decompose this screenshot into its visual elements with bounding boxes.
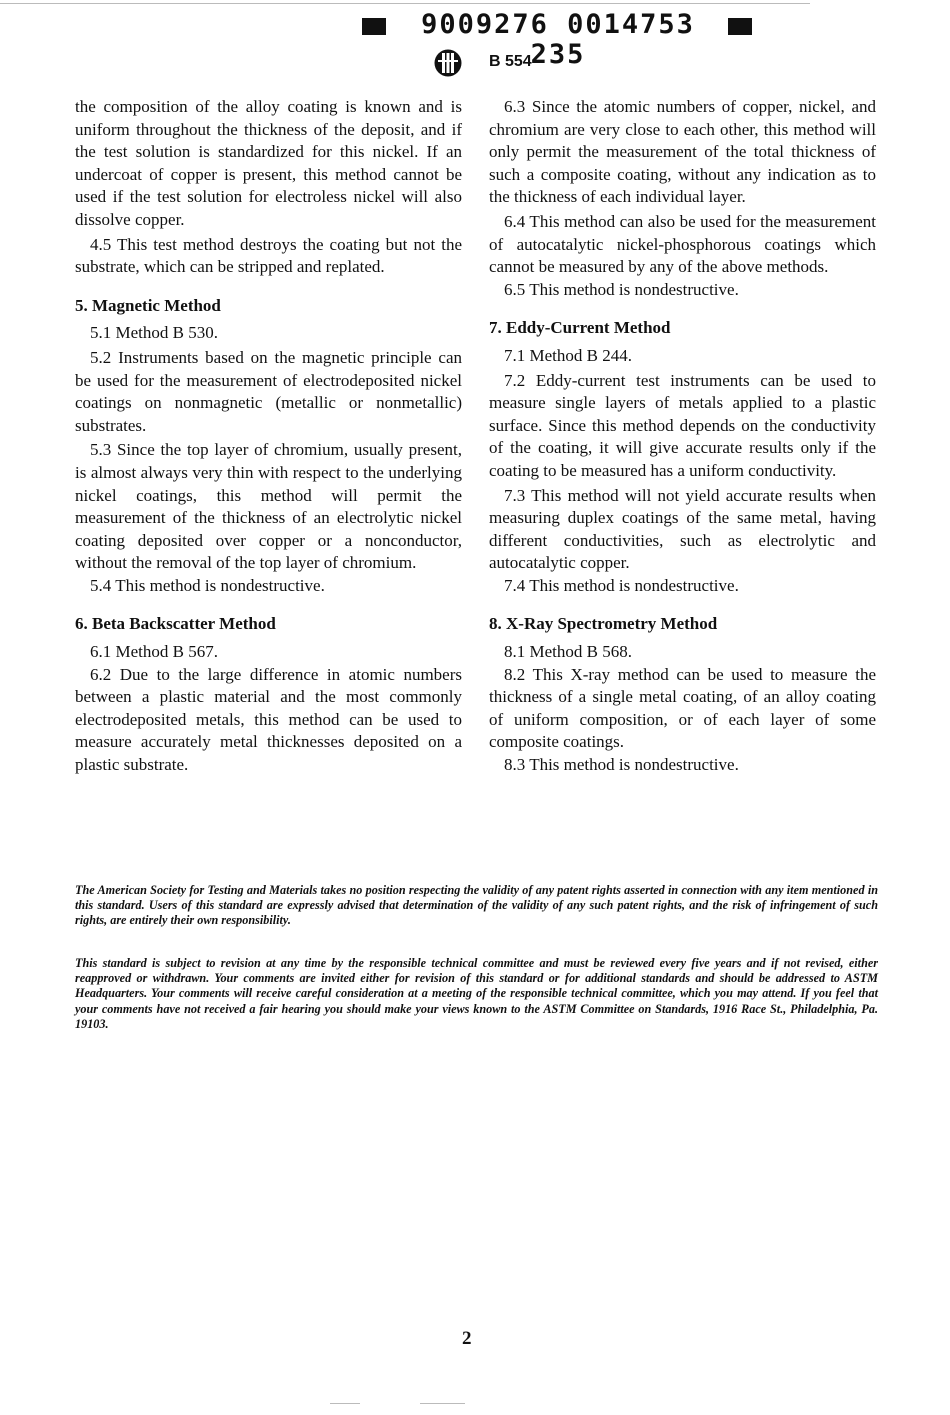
- top-rule: [0, 3, 810, 4]
- paragraph-7-1: 7.1 Method B 244.: [504, 345, 632, 365]
- paragraph-7-3: 7.3 This method will not yield accurate results when measuring duplex coatings of the same metal, having different conductivities, such as electrolytic and autocatalytic copper.: [489, 485, 876, 573]
- paragraph-4-5: 4.5 This test method destroys the coating but not the substrate, which can be stripped and replated.: [75, 234, 462, 277]
- section-6-heading: 6. Beta Backscatter Method: [75, 614, 276, 634]
- paragraph-8-3: 8.3 This method is nondestructive.: [504, 755, 739, 775]
- paragraph-7-2: 7.2 Eddy-current test instruments can be used to measure single layers of metals applied to a plastic surface. Since this method depends on the conductivity of the coating, it will give accurate results only if the coating to be measured has a uniform conductivity.: [489, 370, 876, 480]
- paragraph-5-3: 5.3 Since the top layer of chromium, usually present, is almost always very thin with respect to the underlying nickel coatings, this method will permit the measurement of the thickness of an electrolytic nickel coating deposited over copper or a nonconductor, without the removal of the top layer of chromium.: [75, 440, 462, 573]
- section-7-heading: 7. Eddy-Current Method: [489, 318, 671, 338]
- barcode-left-block: [362, 18, 386, 35]
- section-5-heading: 5. Magnetic Method: [75, 295, 221, 315]
- paragraph-8-1: 8.1 Method B 568.: [504, 642, 632, 662]
- paragraph-5-1: 5.1 Method B 530.: [90, 323, 218, 343]
- patent-notice: The American Society for Testing and Materials takes no position respecting the validity of any patent rights asserted in connection with any item mentioned in this standard. Users of this standard are expressly advised that determination of the validity of any such patent rights, and the risk of infringement of such rights, are entirely their own responsibility.: [75, 883, 878, 928]
- document-designation: B 554: [489, 53, 532, 70]
- paragraph-8-2: 8.2 This X-ray method can be used to measure the thickness of a single metal coating, of an alloy coating of uniform composition, or of each layer of some composite coatings.: [489, 664, 876, 752]
- revision-notice: This standard is subject to revision at any time by the responsible technical committee and must be reviewed every five years and if not revised, either reapproved or withdrawn. Your comments are invited either for revision of this standard or for additional standards and should be addressed to ASTM Headquarters. Your comments will receive careful consideration at a meeting of the responsible technical committee, which you may attend. If you feel that your comments have not received a fair hearing you should make your views known to the ASTM Committee on Standards, 1916 Race St., Philadelphia, Pa. 19103.: [75, 956, 878, 1031]
- barcode-number: 9009276 0014753 235: [421, 9, 695, 70]
- paragraph-6-4: 6.4 This method can also be used for the measurement of autocatalytic nickel-phosphorous coatings which cannot be measured by any of the above methods.: [489, 211, 876, 277]
- paragraph-7-4: 7.4 This method is nondestructive.: [504, 575, 739, 595]
- paragraph-5-2: 5.2 Instruments based on the magnetic principle can be used for the measurement of electrodeposited nickel coatings on nonmagnetic (metallic or nonmetallic) substrates.: [75, 347, 462, 435]
- paragraph-5-4: 5.4 This method is nondestructive.: [90, 575, 325, 595]
- left-column: [75, 96, 462, 777]
- astm-logo-icon: [433, 48, 463, 78]
- right-column: [489, 96, 876, 777]
- scan-artifact: [330, 1403, 360, 1404]
- paragraph-6-2: 6.2 Due to the large difference in atomic numbers between a plastic material and the most commonly electrodeposited metals, this method can be used to measure accurately metal thicknesses deposited on a plastic substrate.: [75, 664, 462, 775]
- barcode-right-block: [728, 18, 752, 35]
- page-number: 2: [462, 1328, 472, 1349]
- section-8-heading: 8. X-Ray Spectrometry Method: [489, 614, 718, 634]
- paragraph-6-1: 6.1 Method B 567.: [90, 642, 218, 662]
- scan-artifact: [420, 1403, 465, 1404]
- paragraph-6-5: 6.5 This method is nondestructive.: [504, 279, 739, 299]
- paragraph-6-3: 6.3 Since the atomic numbers of copper, nickel, and chromium are very close to each other, this method will only permit the measurement of the total thickness of such a composite coating, without any indication as to the thickness of each individual layer.: [489, 97, 876, 207]
- paragraph-continuation: the composition of the alloy coating is known and is uniform throughout the thickness of the deposit, and if the test solution is standardized for this nickel. If an undercoat of copper is present, this method cannot be used if the test solution for electroless nickel will also dissolve copper.: [75, 97, 462, 229]
